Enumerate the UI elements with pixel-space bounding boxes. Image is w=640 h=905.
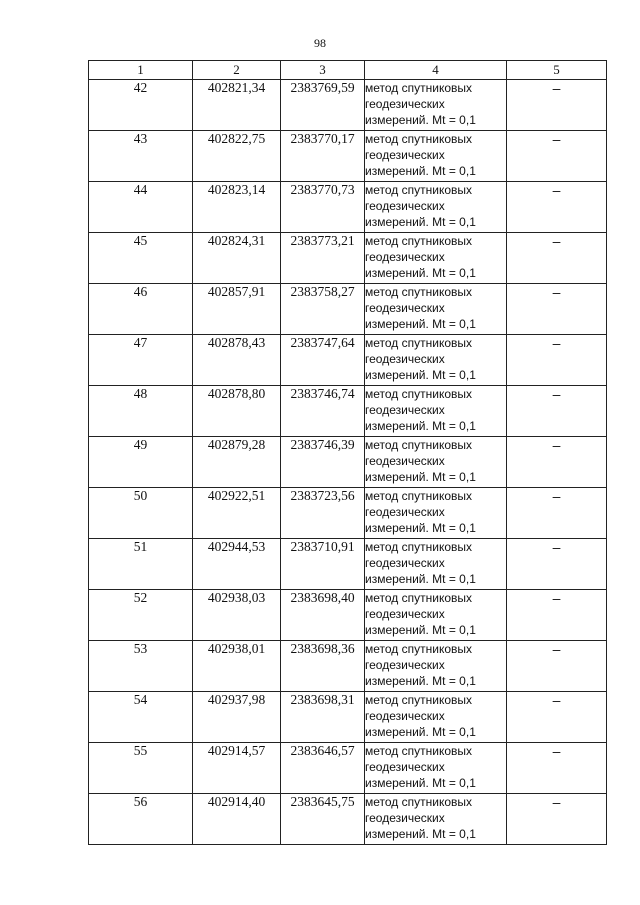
method-line-1: метод спутниковых (365, 234, 473, 248)
empty-value-dash: – (507, 794, 607, 845)
method-line-3: измерений. Mt = 0,1 (365, 776, 476, 790)
x-coordinate-cell: 402944,53 (193, 539, 281, 590)
point-number-cell: 46 (89, 284, 193, 335)
method-line-2: геодезических (365, 811, 445, 825)
empty-value-dash: – (507, 743, 607, 794)
y-coordinate-cell: 2383710,91 (281, 539, 365, 590)
point-number-cell: 53 (89, 641, 193, 692)
table-header (89, 61, 607, 80)
method-cell (365, 233, 507, 284)
table-row (89, 437, 607, 488)
method-line-1: метод спутниковых (365, 183, 473, 197)
method-line-3: измерений. Mt = 0,1 (365, 266, 476, 280)
table-row (89, 131, 607, 182)
method-cell (365, 437, 507, 488)
method-line-3: измерений. Mt = 0,1 (365, 623, 476, 637)
empty-value-dash: – (507, 590, 607, 641)
y-coordinate-cell: 2383773,21 (281, 233, 365, 284)
point-number-cell: 44 (89, 182, 193, 233)
point-number-cell: 54 (89, 692, 193, 743)
header-row (89, 61, 607, 80)
method-line-1: метод спутниковых (365, 795, 473, 809)
point-number-cell: 55 (89, 743, 193, 794)
empty-value-dash: – (507, 641, 607, 692)
method-line-1: метод спутниковых (365, 489, 473, 503)
x-coordinate-cell: 402914,40 (193, 794, 281, 845)
method-line-2: геодезических (365, 199, 445, 213)
empty-value-dash: – (507, 284, 607, 335)
method-line-3: измерений. Mt = 0,1 (365, 164, 476, 178)
y-coordinate-cell: 2383746,39 (281, 437, 365, 488)
method-line-1: метод спутниковых (365, 540, 473, 554)
empty-value-dash: – (507, 488, 607, 539)
method-line-2: геодезических (365, 403, 445, 417)
y-coordinate-cell: 2383770,73 (281, 182, 365, 233)
page-number: 98 (314, 36, 326, 50)
point-number-cell: 49 (89, 437, 193, 488)
method-cell (365, 182, 507, 233)
method-line-1: метод спутниковых (365, 336, 473, 350)
header-col-2: 2 (193, 61, 281, 80)
point-number-cell: 48 (89, 386, 193, 437)
method-cell (365, 131, 507, 182)
empty-value-dash: – (507, 233, 607, 284)
method-line-2: геодезических (365, 760, 445, 774)
method-line-1: метод спутниковых (365, 132, 473, 146)
y-coordinate-cell: 2383698,40 (281, 590, 365, 641)
x-coordinate-cell: 402821,34 (193, 80, 281, 131)
method-cell (365, 794, 507, 845)
method-line-1: метод спутниковых (365, 642, 473, 656)
point-number-cell: 43 (89, 131, 193, 182)
method-cell (365, 641, 507, 692)
y-coordinate-cell: 2383770,17 (281, 131, 365, 182)
y-coordinate-cell: 2383758,27 (281, 284, 365, 335)
x-coordinate-cell: 402823,14 (193, 182, 281, 233)
x-coordinate-cell: 402914,57 (193, 743, 281, 794)
empty-value-dash: – (507, 80, 607, 131)
method-line-3: измерений. Mt = 0,1 (365, 572, 476, 586)
method-line-1: метод спутниковых (365, 438, 473, 452)
method-cell (365, 743, 507, 794)
table-row (89, 794, 607, 845)
empty-value-dash: – (507, 539, 607, 590)
empty-value-dash: – (507, 437, 607, 488)
method-cell (365, 539, 507, 590)
x-coordinate-cell: 402922,51 (193, 488, 281, 539)
header-col-5: 5 (507, 61, 607, 80)
method-line-3: измерений. Mt = 0,1 (365, 368, 476, 382)
method-line-2: геодезических (365, 352, 445, 366)
table-row (89, 539, 607, 590)
x-coordinate-cell: 402937,98 (193, 692, 281, 743)
x-coordinate-cell: 402938,01 (193, 641, 281, 692)
header-col-4: 4 (365, 61, 507, 80)
method-cell (365, 692, 507, 743)
table-row (89, 335, 607, 386)
coordinates-table (88, 60, 607, 845)
x-coordinate-cell: 402824,31 (193, 233, 281, 284)
empty-value-dash: – (507, 386, 607, 437)
y-coordinate-cell: 2383769,59 (281, 80, 365, 131)
method-line-1: метод спутниковых (365, 744, 473, 758)
table-row (89, 641, 607, 692)
x-coordinate-cell: 402938,03 (193, 590, 281, 641)
x-coordinate-cell: 402857,91 (193, 284, 281, 335)
table-row (89, 743, 607, 794)
table-row (89, 233, 607, 284)
empty-value-dash: – (507, 335, 607, 386)
method-line-2: геодезических (365, 556, 445, 570)
point-number-cell: 51 (89, 539, 193, 590)
table-row (89, 488, 607, 539)
method-line-2: геодезических (365, 505, 445, 519)
point-number-cell: 42 (89, 80, 193, 131)
empty-value-dash: – (507, 131, 607, 182)
method-line-2: геодезических (365, 658, 445, 672)
method-line-3: измерений. Mt = 0,1 (365, 827, 476, 841)
point-number-cell: 45 (89, 233, 193, 284)
point-number-cell: 56 (89, 794, 193, 845)
point-number-cell: 52 (89, 590, 193, 641)
method-line-3: измерений. Mt = 0,1 (365, 725, 476, 739)
method-line-2: геодезических (365, 301, 445, 315)
table-row (89, 182, 607, 233)
table-row (89, 692, 607, 743)
method-line-1: метод спутниковых (365, 285, 473, 299)
method-line-2: геодезических (365, 709, 445, 723)
method-line-1: метод спутниковых (365, 693, 473, 707)
y-coordinate-cell: 2383698,36 (281, 641, 365, 692)
method-line-3: измерений. Mt = 0,1 (365, 317, 476, 331)
method-line-2: геодезических (365, 607, 445, 621)
method-line-1: метод спутниковых (365, 591, 473, 605)
method-cell (365, 488, 507, 539)
point-number-cell: 50 (89, 488, 193, 539)
point-number-cell: 47 (89, 335, 193, 386)
method-line-3: измерений. Mt = 0,1 (365, 470, 476, 484)
header-col-1: 1 (89, 61, 193, 80)
method-cell (365, 386, 507, 437)
method-cell (365, 80, 507, 131)
method-line-2: геодезических (365, 148, 445, 162)
method-line-2: геодезических (365, 454, 445, 468)
method-line-3: измерений. Mt = 0,1 (365, 521, 476, 535)
method-line-3: измерений. Mt = 0,1 (365, 674, 476, 688)
table-row (89, 80, 607, 131)
empty-value-dash: – (507, 182, 607, 233)
method-line-2: геодезических (365, 250, 445, 264)
x-coordinate-cell: 402879,28 (193, 437, 281, 488)
method-line-1: метод спутниковых (365, 387, 473, 401)
x-coordinate-cell: 402822,75 (193, 131, 281, 182)
y-coordinate-cell: 2383723,56 (281, 488, 365, 539)
empty-value-dash: – (507, 692, 607, 743)
header-col-3: 3 (281, 61, 365, 80)
method-line-3: измерений. Mt = 0,1 (365, 419, 476, 433)
method-cell (365, 590, 507, 641)
method-line-3: измерений. Mt = 0,1 (365, 215, 476, 229)
method-cell (365, 284, 507, 335)
table-row (89, 386, 607, 437)
x-coordinate-cell: 402878,43 (193, 335, 281, 386)
table-row (89, 590, 607, 641)
y-coordinate-cell: 2383646,57 (281, 743, 365, 794)
x-coordinate-cell: 402878,80 (193, 386, 281, 437)
y-coordinate-cell: 2383747,64 (281, 335, 365, 386)
method-line-1: метод спутниковых (365, 81, 473, 95)
table-body (89, 80, 607, 845)
method-line-3: измерений. Mt = 0,1 (365, 113, 476, 127)
y-coordinate-cell: 2383645,75 (281, 794, 365, 845)
y-coordinate-cell: 2383698,31 (281, 692, 365, 743)
y-coordinate-cell: 2383746,74 (281, 386, 365, 437)
method-line-2: геодезических (365, 97, 445, 111)
method-cell (365, 335, 507, 386)
table-row (89, 284, 607, 335)
